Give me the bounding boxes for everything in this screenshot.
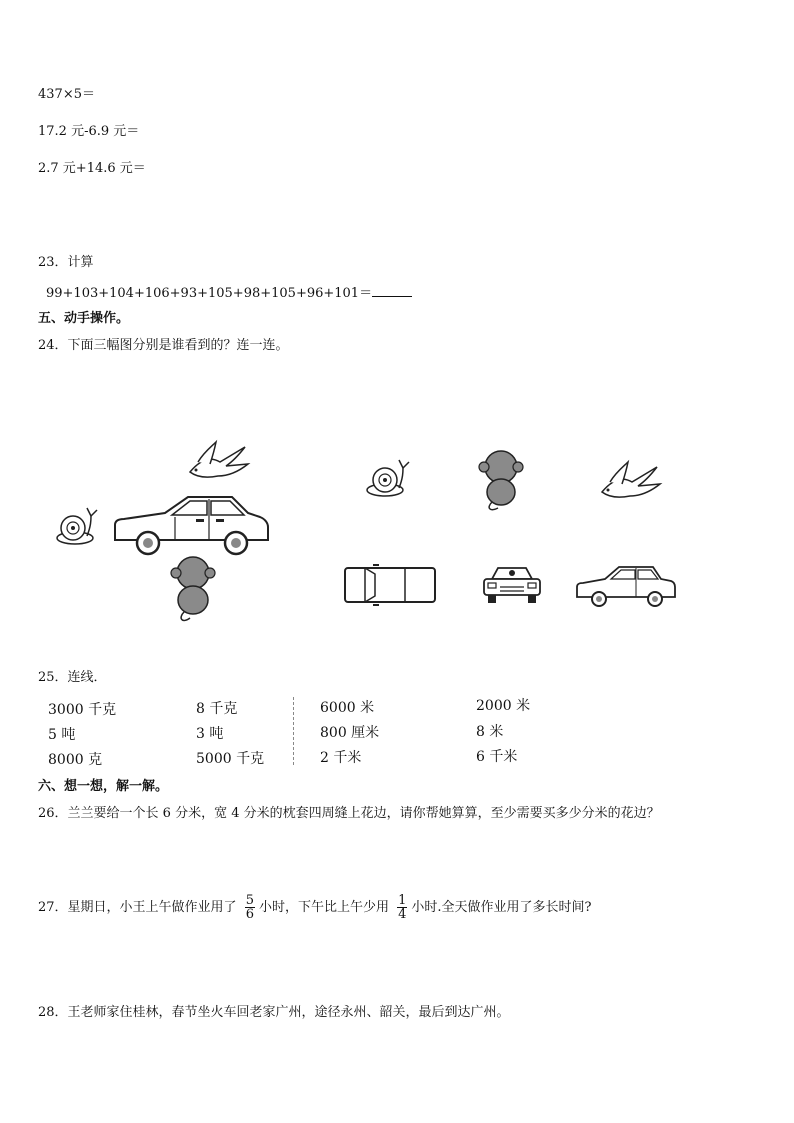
monkey-back-icon: [479, 451, 523, 510]
q25-right-col2-item[interactable]: 6 千米: [476, 749, 518, 765]
q25-left-col1-item[interactable]: 3000 千克: [48, 702, 117, 718]
q25-right-col1-item[interactable]: 2 千米: [320, 750, 362, 766]
q24-figure: [0, 410, 794, 640]
q25-left-col1-item[interactable]: 8000 克: [48, 752, 103, 768]
q28-text: 28．王老师家住桂林，春节坐火车回老家广州，途径永州、韶关，最后到达广州。: [38, 1005, 510, 1020]
q25-title: 25．连线．: [38, 670, 107, 685]
q27-text: [38, 892, 592, 924]
q23-expression: [46, 282, 412, 301]
q26-text: 26．兰兰要给一个长 6 分米，宽 4 分米的枕套四周缝上花边，请你帮她算算，至少需要买多少分米的花边？: [38, 806, 660, 821]
q25-right-col2-item[interactable]: 8 米: [476, 724, 504, 740]
q24-title: 24．下面三幅图分别是谁看到的？连一连。: [38, 338, 289, 353]
calc-line-1: 437×5＝: [38, 87, 95, 102]
car-top-view-icon: [345, 565, 435, 605]
monkey-back-icon: [171, 557, 215, 620]
car-side-icon: [115, 497, 268, 554]
car-front-view-icon: [484, 568, 540, 603]
calc-line-2: 17.2 元-6.9 元＝: [38, 124, 140, 139]
section-6-heading: 六、想一想，解一解。: [38, 779, 169, 794]
swallow-icon: [190, 442, 248, 477]
q25-left-col1-item[interactable]: 5 吨: [48, 727, 76, 743]
fraction-denominator: 6: [245, 907, 254, 922]
column-divider: [293, 697, 294, 765]
q27-suffix: 小时.全天做作业用了多长时间?: [411, 900, 592, 915]
section-5-heading: 五、动手操作。: [38, 311, 130, 326]
q25-right-col2-item[interactable]: 2000 米: [476, 698, 531, 714]
q25-left-col2-item[interactable]: 5000 千克: [196, 751, 265, 767]
swallow-icon: [602, 462, 660, 497]
calc-line-3: 2.7 元+14.6 元＝: [38, 161, 146, 176]
fraction-one-quarter: [397, 894, 407, 921]
fraction-five-sixths: [245, 894, 255, 921]
q25-left-col2-item[interactable]: 3 吨: [196, 726, 224, 742]
snail-icon: [367, 460, 409, 496]
q25-left-col2-item[interactable]: 8 千克: [196, 701, 238, 717]
q23-title: 23．计算: [38, 255, 94, 270]
answer-blank[interactable]: [372, 284, 412, 297]
fraction-denominator: 4: [398, 907, 407, 922]
q27-middle: 小时，下午比上午少用: [258, 900, 389, 915]
q23-expression-text: 99+103+104+106+93+105+98+105+96+101＝: [46, 286, 373, 301]
fraction-numerator: 5: [245, 893, 254, 908]
snail-icon: [57, 508, 97, 544]
fraction-numerator: 1: [398, 893, 407, 908]
car-side-view-small-icon: [577, 567, 675, 606]
q27-prefix: 27．星期日，小王上午做作业用了: [38, 900, 237, 915]
q25-right-col1-item[interactable]: 800 厘米: [320, 725, 380, 741]
q25-right-col1-item[interactable]: 6000 米: [320, 700, 375, 716]
